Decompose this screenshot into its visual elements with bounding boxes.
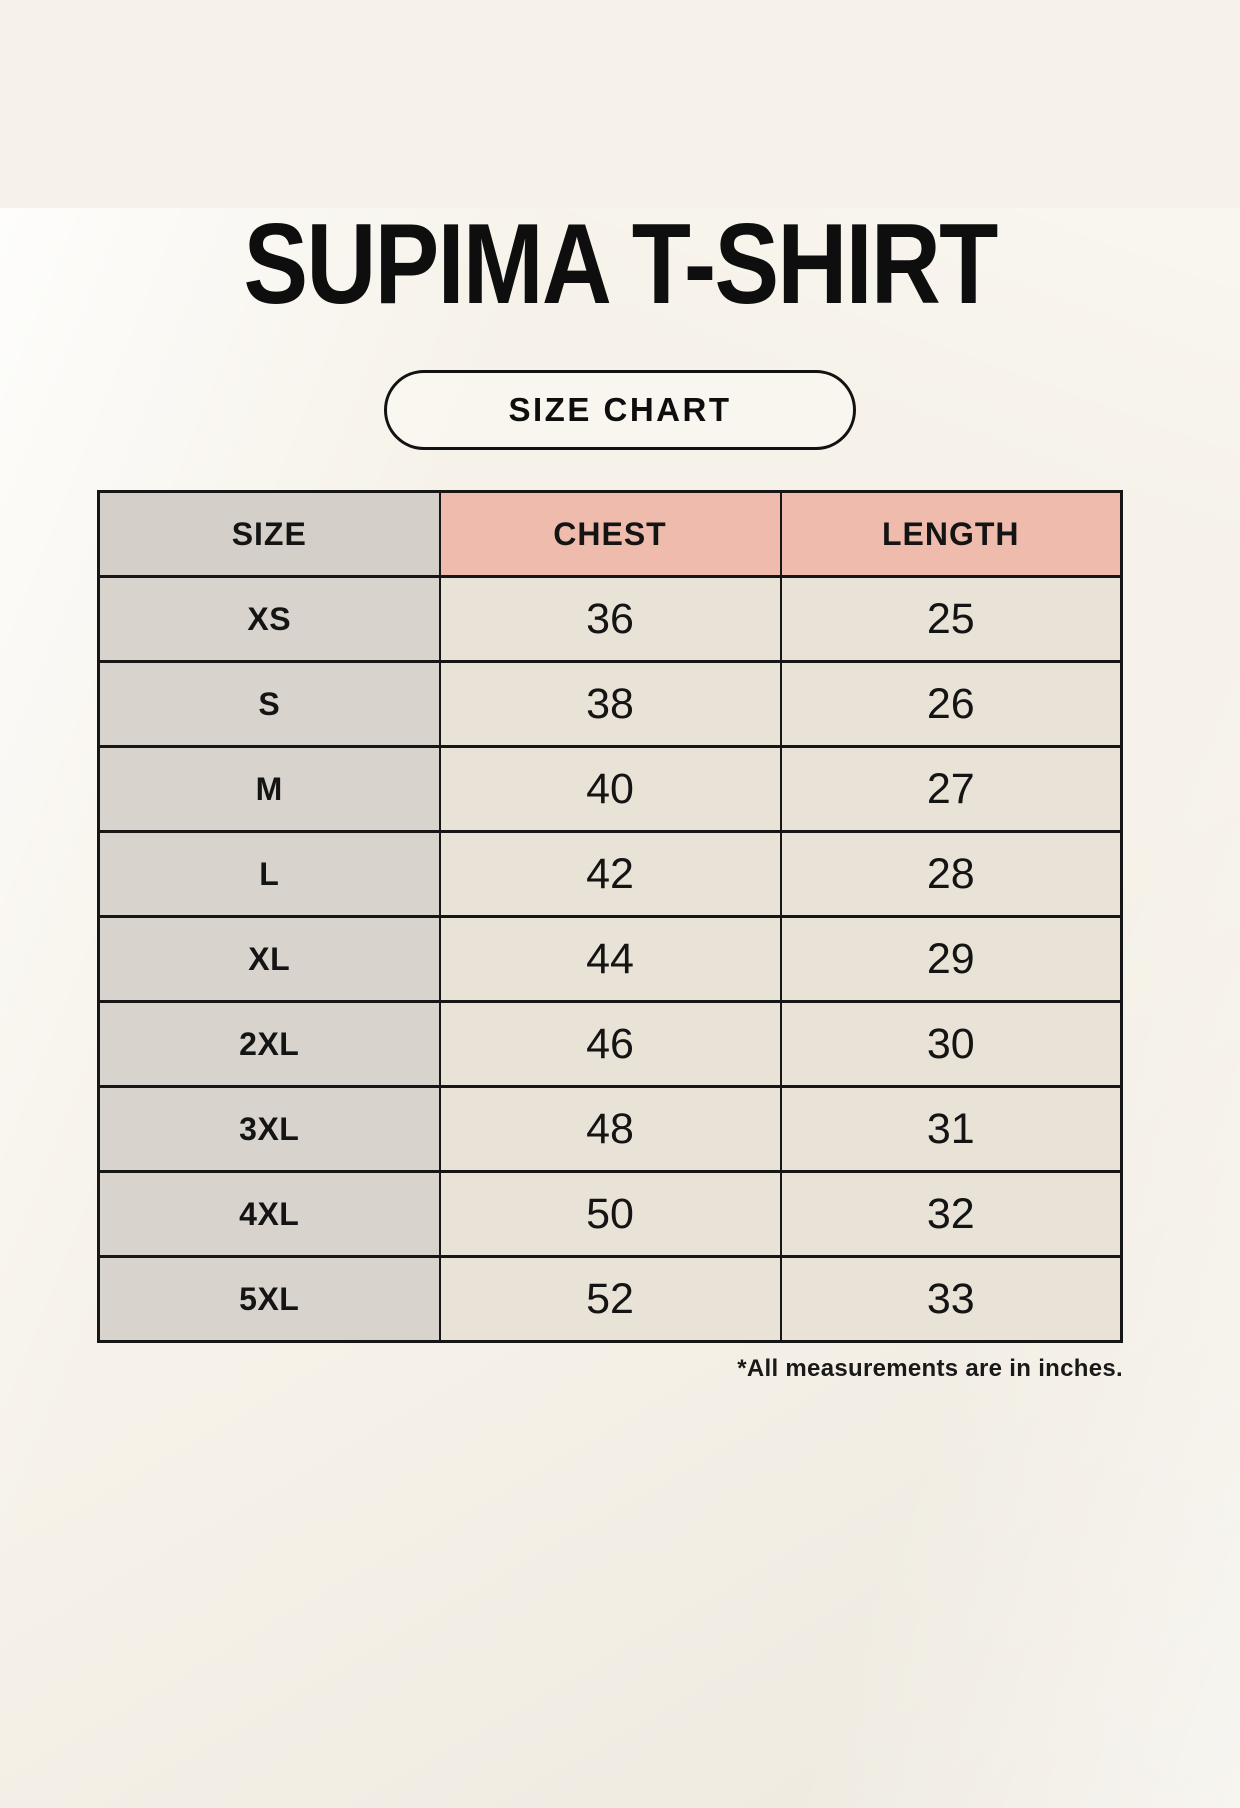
table-row — [99, 1257, 1122, 1342]
size-chart-page — [0, 201, 1240, 1383]
length-cell: 31 — [781, 1087, 1122, 1172]
length-cell: 32 — [781, 1172, 1122, 1257]
table-row — [99, 917, 1122, 1002]
measurements-footnote: *All measurements are in inches. — [737, 1355, 1123, 1382]
chest-cell: 48 — [440, 1087, 781, 1172]
length-cell: 33 — [781, 1257, 1122, 1342]
size-cell: XS — [99, 577, 440, 662]
length-cell: 27 — [781, 747, 1122, 832]
table-header-row — [99, 492, 1122, 577]
size-cell: 5XL — [99, 1257, 440, 1342]
length-cell: 30 — [781, 1002, 1122, 1087]
size-chart-table — [97, 490, 1123, 1343]
size-cell: S — [99, 662, 440, 747]
chest-cell: 38 — [440, 662, 781, 747]
size-cell: XL — [99, 917, 440, 1002]
length-cell: 29 — [781, 917, 1122, 1002]
size-cell: L — [99, 832, 440, 917]
table-row — [99, 747, 1122, 832]
size-cell: 4XL — [99, 1172, 440, 1257]
size-cell: M — [99, 747, 440, 832]
table-row — [99, 577, 1122, 662]
table-body — [99, 577, 1122, 1342]
length-cell: 25 — [781, 577, 1122, 662]
chest-cell: 36 — [440, 577, 781, 662]
header-length: LENGTH — [781, 492, 1122, 577]
header-chest: CHEST — [440, 492, 781, 577]
table-row — [99, 1087, 1122, 1172]
length-cell: 26 — [781, 662, 1122, 747]
size-chart-table-zone — [97, 490, 1123, 1343]
chest-cell: 52 — [440, 1257, 781, 1342]
size-cell: 3XL — [99, 1087, 440, 1172]
table-row — [99, 662, 1122, 747]
page-title: SUPIMA T-SHIRT — [243, 201, 997, 328]
table-row — [99, 832, 1122, 917]
table-row — [99, 1002, 1122, 1087]
size-chart-badge[interactable] — [384, 370, 856, 450]
header-size: SIZE — [99, 492, 440, 577]
chest-cell: 44 — [440, 917, 781, 1002]
page-title-wrap — [0, 201, 1240, 328]
length-cell: 28 — [781, 832, 1122, 917]
chest-cell: 40 — [440, 747, 781, 832]
chest-cell: 46 — [440, 1002, 781, 1087]
table-row — [99, 1172, 1122, 1257]
size-chart-badge-label: SIZE CHART — [508, 391, 732, 428]
chest-cell: 42 — [440, 832, 781, 917]
table-header — [99, 492, 1122, 577]
size-cell: 2XL — [99, 1002, 440, 1087]
chest-cell: 50 — [440, 1172, 781, 1257]
